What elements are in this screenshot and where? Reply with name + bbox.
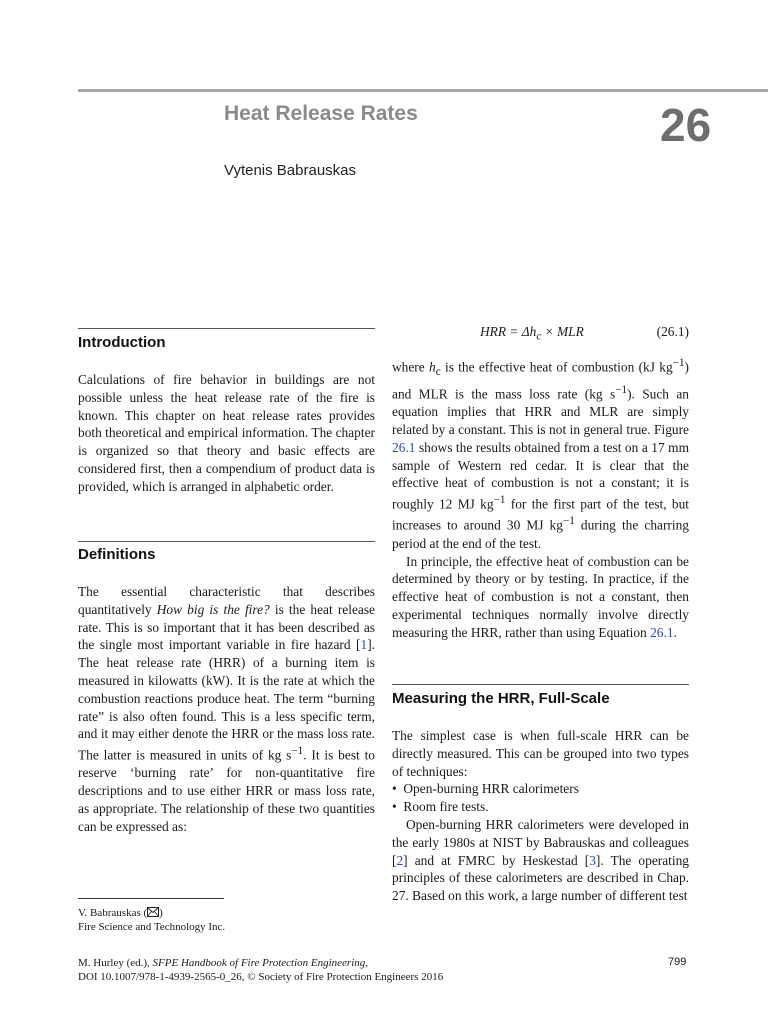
equation-formula: HRR = $\Delta h_c$ × MLR	[480, 324, 584, 343]
footnote-author: V. Babrauskas ( )	[78, 907, 163, 919]
measuring-intro-paragraph: The simplest case is when full-scale HRR can be directly measured. This can be grouped into two types of techniques:	[392, 728, 689, 779]
definitions-text: The essential characteristic that describes quantitatively How big is the fire? is the heat release rate. This is so important that it has been described as the single most important variable in fire hazard [1]. The heat release rate (HRR) of a burning item is measured in kilowatts (kW). It is the rate at which the combustion reactions produce heat. The term “burning rate” is also often found. This is a less specific term, and it may either denote the HRR or the mass loss rate. The latter is measured in units of kg $s^{-1}$. It is best to reserve ‘burning rate’ for non-quantitative fire descriptions and to use either HRR or mass loss rate, as appropriate. The relationship of these two quantities can be expressed as:	[78, 584, 375, 834]
bullet-item: • Open-burning HRR calorimeters	[392, 781, 579, 797]
reference-link-2[interactable]: 2	[396, 852, 404, 868]
doi-line: DOI 10.1007/978-1-4939-2565-0_26, © Society of Fire Protection Engineers 2016	[78, 971, 444, 983]
definitions-paragraph	[78, 583, 375, 836]
reference-link-3[interactable]: 3	[589, 852, 596, 868]
author-name: Vytenis Babrauskas	[224, 162, 357, 179]
definitions-rule	[78, 541, 375, 542]
citation-line: M. Hurley (ed.), SFPE Handbook of Fire Protection Engineering,	[78, 957, 369, 969]
calorimeter-paragraph: Open-burning HRR calorimeters were developed in the early 1980s at NIST by Babrauskas and colleagues [2] and at FMRC by Heskestad [3]. The operating principles of these calorimeters are described in Chap. 27. Based on this work, a large number of different test	[392, 816, 689, 904]
bullet-item: • Room fire tests.	[392, 799, 489, 815]
top-rule	[78, 89, 768, 92]
reference-link-1[interactable]: 1	[360, 637, 368, 653]
measuring-rule	[392, 684, 689, 685]
chapter-title: Heat Release Rates	[224, 102, 418, 125]
principle-paragraph: In principle, the effective heat of combustion can be determined by theory or by testing. In practice, if the effective heat of combustion is not a constant, then experimental techniques normally involve directly measuring the HRR, rather than using Equation 26.1.	[392, 553, 689, 640]
measuring-heading: Measuring the HRR, Full-Scale	[392, 690, 610, 707]
footnote-affiliation: Fire Science and Technology Inc.	[78, 921, 226, 933]
figure-link-26-1[interactable]: 26.1	[392, 439, 416, 455]
chapter-number: 26	[660, 99, 712, 151]
introduction-heading: Introduction	[78, 334, 166, 351]
measuring-text	[392, 727, 689, 905]
introduction-rule	[78, 328, 375, 329]
definitions-heading: Definitions	[78, 546, 156, 563]
right-column-text	[392, 355, 689, 642]
envelope-icon[interactable]	[147, 907, 159, 921]
equation-number: (26.1)	[656, 324, 689, 339]
footnote-rule	[78, 898, 224, 899]
introduction-text: Calculations of fire behavior in buildings are not possible unless the heat release rate of the fire is known. This chapter on heat release rates provides both theoretical and empirical information. The chapter is organized so that theory and basic effects are considered first, then a compendium of product data is provided, which is arranged in alphabetic order.	[78, 372, 375, 494]
equation-26-1	[392, 324, 689, 344]
introduction-paragraph	[78, 371, 375, 496]
equation-link-26-1[interactable]: 26.1	[650, 624, 674, 640]
effective-heat-paragraph: where $h_c$ is the effective heat of combustion (kJ $kg^{-1}$) and MLR is the mass loss rate (kg $s^{-1}$). Such an equation implies that HRR and MLR are simply related by a constant. This is not in general true. Figure 26.1 shows the results obtained from a test on a 17 mm sample of Western red cedar. It is clear that the effective heat of combustion is not a constant; it is roughly 12 MJ $kg^{-1}$ for the first part of the test, but increases to around 30 MJ $kg^{-1}$ during the charring period at the end of the test.	[392, 357, 689, 551]
page-number: 799	[668, 956, 687, 968]
